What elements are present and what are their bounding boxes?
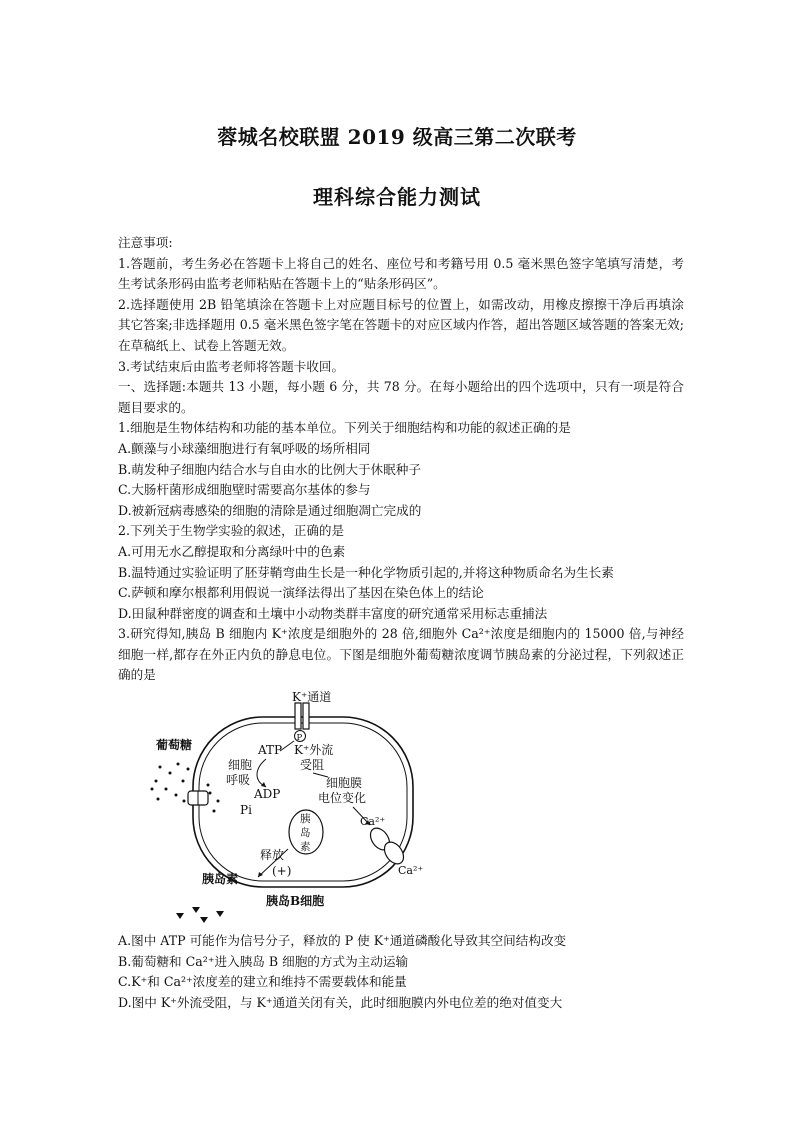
notice-item-1: 1.答题前，考生务必在答题卡上将自己的姓名、座位号和考籍号用 0.5 毫米黑色签字笔填写清楚，考生考试条形码由监考老师粘贴在答题卡上的“贴条形码区”。 bbox=[118, 255, 684, 292]
cell-label: 胰岛B细胞 bbox=[266, 894, 325, 909]
q3-stem: 3.研究得知,胰岛 B 细胞内 K⁺浓度是细胞外的 28 倍,细胞外 Ca²⁺浓度是细胞内的 15000 倍,与神经细胞一样,都存在外正内负的静息电位。下图是细胞外葡萄糖浓度调节胰岛素的分泌过程，下列叙述正确的是 bbox=[118, 626, 684, 683]
k-channel-icon bbox=[295, 703, 309, 729]
exam-title: 蓉城名校联盟 2019 级高三第二次联考 bbox=[217, 125, 577, 149]
vesicle-label-3: 素 bbox=[300, 841, 311, 854]
atp-label: ATP bbox=[258, 743, 283, 758]
q3-option-c: C.K⁺和 Ca²⁺浓度差的建立和维持不需要载体和能量 bbox=[118, 974, 407, 990]
q1-stem: 1.细胞是生物体结构和功能的基本单位。下列关于细胞结构和功能的叙述正确的是 bbox=[118, 420, 571, 436]
q2-option-a: A.可用无水乙醇提取和分离绿叶中的色素 bbox=[118, 543, 346, 559]
glucose-transporter-icon bbox=[188, 791, 208, 805]
glucose-dots bbox=[151, 763, 220, 813]
q3-option-a: A.图中 ATP 可能作为信号分子，释放的 P 使 K⁺通道磷酸化导致其空间结构改变 bbox=[118, 933, 567, 949]
q1-option-a: A.颤藻与小球藻细胞进行有氧呼吸的场所相同 bbox=[118, 440, 371, 456]
q2-option-d: D.田鼠种群密度的调查和土壤中小动物类群丰富度的研究通常采用标志重捕法 bbox=[118, 605, 548, 621]
glucose-label: 葡萄糖 bbox=[156, 738, 193, 753]
pi-label: Pi bbox=[240, 803, 252, 818]
q1-option-c: C.大肠杆菌形成细胞壁时需要高尔基体的参与 bbox=[118, 482, 371, 498]
q2-option-b: B.温特通过实验证明了胚芽鞘弯曲生长是一种化学物质引起的,并将这种物质命名为生长素 bbox=[118, 564, 614, 580]
notice-item-2: 2.选择题使用 2B 铅笔填涂在答题卡上对应题目标号的位置上，如需改动，用橡皮擦擦干净后再填涂其它答案;非选择题用 0.5 毫米黑色签字笔在答题卡的对应区域内作答，超出答题区域答题的答案无效;在草稿纸上、试卷上答题无效。 bbox=[118, 296, 684, 353]
respiration-label-2: 呼吸 bbox=[226, 773, 251, 788]
ca-outside-label: Ca²⁺ bbox=[398, 864, 424, 878]
plus-label: (+) bbox=[272, 864, 292, 879]
ca-channel-icon bbox=[367, 825, 408, 868]
phosphate-label: P bbox=[296, 733, 303, 744]
respiration-label-1: 细胞 bbox=[228, 758, 253, 773]
q1-option-d: D.被新冠病毒感染的细胞的清除是通过细胞凋亡完成的 bbox=[118, 502, 422, 518]
notice-heading: 注意事项: bbox=[118, 235, 173, 250]
exam-content bbox=[118, 233, 684, 1013]
insulin-secretion-diagram bbox=[118, 689, 684, 929]
insulin-label: 胰岛素 bbox=[202, 872, 239, 887]
q2-option-c: C.萨顿和摩尔根都利用假说一演绎法得出了基因在染色体上的结论 bbox=[118, 585, 484, 601]
section-intro: 一、选择题:本题共 13 小题，每小题 6 分，共 78 分。在每小题给出的四个选项中，只有一项是符合题目要求的。 bbox=[118, 379, 684, 415]
q2-stem: 2.下列关于生物学实验的叙述，正确的是 bbox=[118, 523, 345, 539]
ca-inside-label: Ca²⁺ bbox=[360, 815, 386, 829]
q3-option-d: D.图中 K⁺外流受阻，与 K⁺通道关闭有关，此时细胞膜内外电位差的绝对值变大 bbox=[118, 994, 563, 1010]
membrane-label-2: 电位变化 bbox=[318, 791, 367, 806]
atp-cycle-arrow bbox=[257, 759, 266, 787]
k-efflux-label-2: 受阻 bbox=[300, 758, 325, 773]
k-channel-label: K⁺通道 bbox=[292, 690, 332, 705]
release-label: 释放 bbox=[260, 848, 285, 863]
vesicle-label-1: 胰 bbox=[300, 813, 311, 826]
exam-subtitle: 理科综合能力测试 bbox=[313, 185, 481, 209]
notice-item-3: 3.考试结束后由监考老师将答题卡收回。 bbox=[118, 358, 345, 374]
insulin-triangles bbox=[176, 907, 224, 923]
vesicle-label-2: 岛 bbox=[300, 827, 311, 840]
adp-label: ADP bbox=[254, 787, 281, 802]
q3-option-b: B.葡萄糖和 Ca²⁺进入胰岛 B 细胞的方式为主动运输 bbox=[118, 953, 409, 969]
k-efflux-label-1: K⁺外流 bbox=[294, 743, 334, 758]
membrane-label-1: 细胞膜 bbox=[326, 776, 363, 791]
q1-option-b: B.萌发种子细胞内结合水与自由水的比例大于休眠种子 bbox=[118, 461, 421, 477]
